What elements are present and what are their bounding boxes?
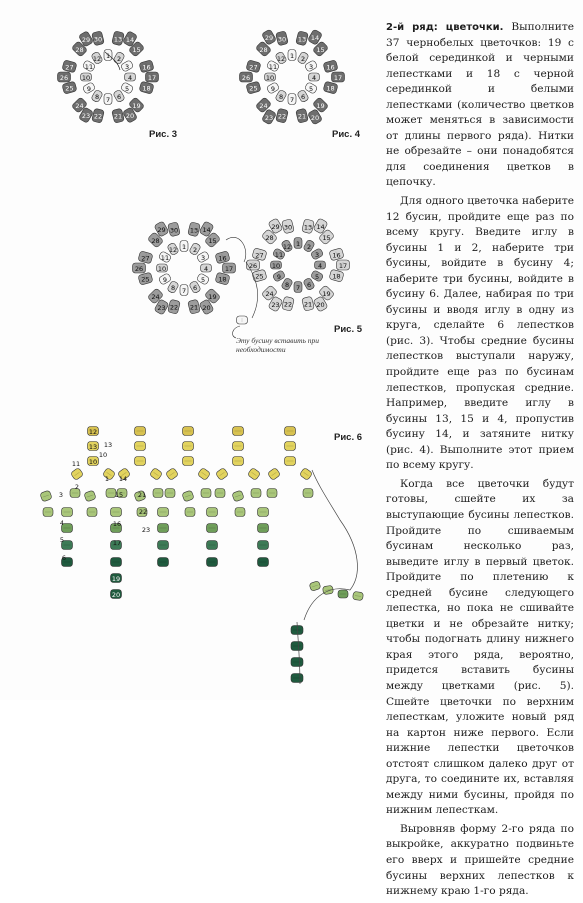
ring-bead [81, 73, 92, 82]
caption-fig4: Рис. 4 [332, 129, 361, 140]
petal-bead [223, 263, 236, 273]
bead-number: 30 [93, 35, 103, 44]
lower-bead [207, 541, 218, 550]
paragraph-4: Выровняв форму 2-го ряда по выкройке, аккуратно подвиньте его вверх и пришейте средние бусины верхних лепестков к нижнему краю 1-го ряда. [386, 822, 574, 898]
bead-number: 21 [297, 112, 307, 121]
bead-number: 7 [289, 96, 295, 104]
bead-number: 17 [224, 265, 234, 273]
lower-bead [207, 524, 218, 533]
bead-number: 25 [249, 84, 258, 93]
petal-bead [323, 81, 338, 95]
petal-bead [215, 251, 230, 265]
bead-number: 23 [81, 112, 91, 121]
curve-bead [338, 590, 348, 598]
petal-bead [138, 251, 153, 265]
bead-number: 22 [93, 112, 103, 121]
lower-bead [158, 558, 169, 567]
petal-bead [58, 72, 71, 82]
lower-bead [258, 508, 269, 517]
bead-number: 15 [322, 233, 331, 242]
ring-bead [196, 251, 210, 265]
lower-bead [207, 558, 218, 567]
edge-bead [40, 490, 52, 502]
petal-bead [215, 272, 230, 286]
bead-number: 19 [132, 102, 141, 111]
ring-bead [309, 73, 320, 82]
chain-bead [201, 489, 211, 498]
ring-bead [189, 280, 202, 294]
bead-number: 19 [322, 290, 331, 299]
bead-number: 14 [125, 35, 135, 44]
figure-5-diagram [133, 218, 350, 338]
petal-bead [301, 296, 314, 311]
edge-bead [185, 508, 195, 517]
petal-bead [323, 60, 338, 74]
bead-number: 8 [170, 284, 176, 293]
ring-bead [315, 261, 326, 270]
bead-number: 8 [284, 281, 290, 290]
bead-number: 29 [81, 35, 91, 44]
bead-number: 17 [112, 539, 122, 547]
bead-number: 18 [332, 272, 341, 281]
ring-bead [113, 51, 126, 65]
inserted-bead [237, 316, 248, 324]
bead-number: 6 [116, 93, 122, 102]
chain-bead [165, 467, 178, 480]
lower-bead [111, 590, 122, 600]
bead-number: 25 [255, 272, 264, 281]
bead-number: 1 [181, 243, 187, 251]
bead-number: 16 [218, 254, 227, 263]
bead-number: 7 [181, 287, 187, 295]
bead-number: 13 [103, 441, 113, 449]
chain-bead [197, 467, 210, 480]
bead-number: 23 [157, 303, 166, 312]
bead-number: 20 [202, 303, 211, 312]
lower-bead [258, 541, 269, 550]
bead-number: 14 [316, 223, 325, 232]
bead-number: 13 [189, 226, 199, 235]
bead-number: 4 [127, 74, 133, 82]
petal-bead [329, 269, 344, 283]
chain-bead [70, 467, 83, 480]
bead-number: 15 [208, 236, 217, 245]
chain-bead [215, 489, 225, 498]
ring-bead [180, 285, 188, 296]
bead-number: 24 [265, 290, 274, 299]
petal-bead [275, 31, 288, 46]
ring-bead [297, 89, 310, 103]
ring-bead [294, 282, 302, 293]
bead-number: 20 [125, 112, 135, 121]
petal-bead [139, 60, 154, 74]
bead-number: 11 [160, 254, 170, 262]
bead-number: 14 [310, 34, 320, 43]
ring-bead [294, 238, 302, 249]
petal-bead [247, 260, 260, 270]
ring-bead [120, 60, 134, 74]
bead-number: 27 [255, 251, 264, 260]
caption-fig5: Рис. 5 [334, 324, 363, 335]
paragraph-1 [386, 20, 574, 191]
bead-number: 23 [141, 526, 151, 534]
bead-number: 1 [289, 52, 295, 60]
lower-bead [111, 558, 122, 567]
bead-number: 16 [332, 251, 341, 260]
petal-bead [252, 248, 267, 262]
bead-number: 20 [316, 300, 325, 309]
bead-number: 18 [142, 84, 151, 93]
bead-number: 18 [326, 84, 335, 93]
section-heading: 2-й ряд: цветочки. [386, 22, 504, 33]
petal-bead [275, 108, 288, 123]
paragraph-2: Для одного цветочка наберите 12 бусин, пройдите еще раз по всему кругу. Введите иглу в бусины 1 и 2, наберите три бусины, войдите в бусину 4; наберите три бусины, войдите в бусину 6. Далее, набирая по три бусины и вводя иглу в одну из круга, сделайте 6 лепестков (рис. 3). Чтобы средние бусины лепестков выступали наружу, пройдите еще раз по бусинам лепестков, пропуская средние. Например, введите иглу в бусины 13, 15 и 4, пропустив бусину 14, и затяните нитку (рис. 4). Выполните этот прием по всему кругу. [386, 195, 574, 472]
hanging-bead [291, 674, 303, 683]
ring-bead [310, 248, 324, 262]
bead-number: 9 [86, 85, 92, 93]
edge-bead [232, 490, 244, 502]
bead-number: 17 [147, 74, 157, 82]
ring-bead [297, 51, 310, 65]
bead-number: 21 [137, 491, 147, 499]
bead-number: 3 [200, 254, 206, 262]
bead-number: 28 [259, 45, 268, 54]
ring-bead [91, 89, 104, 103]
bead-number: 24 [259, 102, 268, 111]
bead-number: 11 [71, 460, 81, 468]
bead-number: 28 [151, 236, 160, 245]
bead-number: 26 [59, 74, 69, 82]
bead-number: 10 [157, 265, 167, 273]
bead-number: 30 [283, 223, 293, 232]
petal-bead [112, 31, 125, 46]
edge-bead [43, 508, 53, 517]
bead-number: 5 [59, 536, 65, 544]
ring-bead [275, 89, 288, 103]
bead-number: 13 [113, 35, 123, 44]
ring-bead [104, 50, 112, 61]
top-bead [135, 457, 146, 466]
petal-bead [295, 108, 308, 123]
petal-bead [111, 108, 124, 123]
bead-number: 16 [326, 63, 335, 72]
bead-number: 13 [303, 223, 313, 232]
bead-number: 4 [59, 519, 65, 527]
ring-bead [288, 94, 296, 105]
lower-bead [111, 574, 122, 584]
ring-bead [201, 264, 212, 273]
petal-bead [133, 263, 146, 273]
chain-bead [267, 489, 277, 498]
petal-bead [240, 72, 253, 82]
bead-number: 13 [88, 443, 98, 451]
bead-number: 6 [306, 281, 312, 290]
bead-number: 13 [297, 35, 307, 44]
bead-number: 2 [300, 54, 306, 63]
hanging-bead [291, 658, 303, 667]
bead-number: 24 [151, 293, 160, 302]
petal-bead [296, 31, 309, 46]
top-bead [88, 457, 99, 467]
top-bead [285, 442, 296, 451]
petal-bead [252, 269, 267, 283]
lower-bead [207, 508, 218, 517]
bead-number: 12 [88, 428, 98, 436]
ring-bead [304, 60, 318, 74]
bead-number: 11 [268, 63, 278, 71]
bead-number: 29 [264, 34, 274, 43]
petal-bead [167, 222, 180, 237]
figure-3-diagram [58, 31, 159, 124]
chain-bead [299, 467, 312, 480]
caption-fig3: Рис. 3 [149, 129, 178, 140]
ring-bead [281, 277, 294, 291]
bead-number: 22 [169, 303, 179, 312]
petal-bead [146, 72, 159, 82]
edge-bead [87, 508, 97, 517]
petal-bead [302, 219, 315, 234]
bead-number: 15 [114, 491, 124, 499]
bead-number: 27 [249, 63, 258, 72]
bead-number: 9 [270, 85, 276, 93]
bead-number: 12 [276, 54, 286, 63]
chain-bead [267, 467, 280, 480]
needle-thread [297, 470, 357, 684]
bead-number: 11 [274, 251, 284, 259]
petal-bead [281, 296, 294, 311]
lower-bead [258, 558, 269, 567]
bead-number: 23 [264, 113, 274, 122]
ring-bead [271, 261, 282, 270]
ring-bead [113, 89, 126, 103]
petal-bead [91, 31, 104, 46]
thread [226, 237, 258, 318]
edge-bead [84, 490, 96, 502]
ring-bead [125, 73, 136, 82]
bead-number: 20 [310, 113, 320, 122]
top-bead [285, 457, 296, 466]
bead-number: 2 [192, 245, 198, 254]
ring-bead [265, 73, 276, 82]
bead-number: 7 [105, 96, 111, 104]
bead-number: 4 [317, 262, 323, 270]
ring-bead [189, 242, 202, 256]
bead-number: 27 [141, 254, 150, 263]
article-text [386, 20, 574, 903]
petal-bead [139, 81, 154, 95]
petal-bead [337, 260, 350, 270]
ring-bead [180, 241, 188, 252]
bead-number: 14 [118, 475, 128, 483]
bead-number: 29 [157, 226, 166, 235]
bead-number: 1 [105, 52, 111, 60]
bead-number: 16 [142, 63, 151, 72]
ring-bead [167, 280, 180, 294]
bead-number: 17 [333, 74, 343, 82]
bead-number: 6 [192, 284, 198, 293]
petal-bead [62, 81, 77, 95]
figure-4-diagram [240, 29, 345, 126]
bead-number: 10 [265, 74, 275, 82]
bead-number: 2 [306, 242, 312, 251]
bead-number: 10 [81, 74, 91, 82]
top-bead [233, 457, 244, 466]
chain-bead [149, 467, 162, 480]
ring-bead [104, 94, 112, 105]
bead-number: 26 [248, 262, 258, 270]
bead-number: 1 [295, 240, 301, 248]
bead-number: 12 [168, 245, 178, 254]
top-bead [88, 442, 99, 452]
bead-number: 21 [189, 303, 199, 312]
bead-number: 19 [111, 575, 121, 583]
petal-bead [91, 108, 104, 123]
edge-bead [235, 508, 245, 517]
bead-number: 27 [65, 63, 74, 72]
fig5-note: Эту бусину вставить при необходимости [236, 336, 320, 354]
bead-number: 3 [308, 63, 314, 71]
bead-number: 15 [316, 45, 325, 54]
bead-number: 3 [124, 63, 130, 71]
top-bead [135, 442, 146, 451]
bead-number: 12 [282, 242, 292, 251]
top-bead [88, 427, 99, 437]
bead-number: 4 [203, 265, 209, 273]
bead-number: 1 [104, 475, 110, 483]
bead-number: 30 [169, 226, 179, 235]
chain-bead [247, 467, 260, 480]
bead-number: 16 [112, 520, 122, 528]
bead-number: 22 [277, 112, 287, 121]
bead-number: 21 [303, 300, 313, 309]
bead-number: 11 [84, 63, 94, 71]
lower-bead [158, 508, 169, 517]
petal-bead [246, 81, 261, 95]
ring-bead [288, 50, 296, 61]
bead-number: 26 [134, 265, 144, 273]
bead-number: 3 [58, 491, 64, 499]
bead-number: 2 [116, 54, 122, 63]
bead-number: 2 [74, 483, 80, 491]
bead-number: 6 [300, 93, 306, 102]
curve-bead [309, 581, 321, 592]
bead-number: 28 [75, 45, 84, 54]
lower-bead [158, 524, 169, 533]
top-bead [233, 427, 244, 436]
lower-bead [62, 508, 73, 517]
chain-bead [251, 489, 261, 498]
bead-number: 17 [338, 262, 348, 270]
top-bead [233, 442, 244, 451]
bead-number: 10 [98, 451, 108, 459]
paragraph-3: Когда все цветочки будут готовы, сшейте их за выступающие бусины лепестков. Пройдите по сшиваемым бусинам несколько раз, выведите иглу в первый цветок. Пройдите по плетению к средней бусине следующего лепестка, но пока не сшивайте цветки и не обрезайте нитку; чтобы подогнать длину нижнего края этого ряда, вероятно, придется вставить бусины между цветками (рис. 5). Сшейте цветочки по верхним лепесткам, уложите новый ряд на картон ниже первого. Если нижние лепестки цветочков отстоят слишком далеко друг от друга, то соедините их, вставляя между ними бусины, пройдя по нижним лепесткам. [386, 477, 574, 817]
bead-number: 5 [308, 85, 314, 93]
bead-number: 20 [111, 591, 121, 599]
bead-number: 19 [208, 293, 217, 302]
ring-bead [157, 264, 168, 273]
petal-bead [281, 219, 294, 234]
petal-bead [187, 299, 200, 314]
lower-bead [111, 508, 122, 517]
petal-bead [246, 60, 261, 74]
lower-bead [258, 524, 269, 533]
bead-number: 23 [271, 300, 280, 309]
bead-number: 21 [113, 112, 123, 121]
bead-number: 3 [314, 251, 320, 259]
bead-number: 26 [241, 74, 251, 82]
caption-fig6: Рис. 6 [334, 432, 363, 443]
bead-number: 5 [124, 85, 130, 93]
bead-number: 25 [141, 275, 150, 284]
bead-number: 25 [65, 84, 74, 93]
bead-number: 10 [88, 458, 98, 466]
ring-bead [303, 239, 316, 253]
petal-bead [188, 222, 201, 237]
bead-number: 22 [138, 508, 148, 516]
bead-number: 29 [271, 223, 280, 232]
top-bead [183, 457, 194, 466]
bead-number: 24 [75, 102, 84, 111]
petal-bead [329, 248, 344, 262]
lower-bead [158, 541, 169, 550]
top-bead [183, 427, 194, 436]
figure-6-diagram [40, 427, 364, 685]
bead-number: 22 [283, 300, 293, 309]
bead-number: 8 [94, 93, 100, 102]
chain-bead [215, 467, 228, 480]
chain-bead [303, 489, 313, 498]
bead-number: 7 [295, 284, 301, 292]
chain-bead [153, 489, 163, 498]
petal-bead [167, 299, 180, 314]
bead-number: 9 [276, 273, 282, 281]
petal-bead [332, 72, 345, 82]
paragraph-1-body: Выполните 37 чернобелых цветочков: 19 с белой серединкой и черными лепестками и 18 с черной серединкой и белыми лепестками (количество цветков может меняться в зависимости от длины первого ряда). Нитки не обрезайте – они понадобятся для соединения цветков в цепочку. [386, 21, 574, 189]
top-bead [285, 427, 296, 436]
bead-number: 28 [265, 233, 274, 242]
bead-number: 8 [278, 93, 284, 102]
bead-number: 5 [200, 276, 206, 284]
bead-number: 18 [218, 275, 227, 284]
top-bead [183, 442, 194, 451]
edge-bead [182, 490, 194, 502]
chain-bead [165, 489, 175, 498]
hanging-bead [291, 642, 303, 651]
top-bead [135, 427, 146, 436]
petal-bead [138, 272, 153, 286]
bead-number: 6 [61, 554, 67, 562]
bead-number: 15 [132, 45, 141, 54]
bead-number: 4 [311, 74, 317, 82]
bead-number: 12 [92, 54, 102, 63]
curve-bead [352, 591, 363, 600]
bead-number: 30 [277, 35, 287, 44]
bead-number: 5 [314, 273, 320, 281]
bead-number: 10 [271, 262, 281, 270]
bead-number: 19 [316, 102, 325, 111]
bead-number: 14 [202, 226, 211, 235]
bead-number: 9 [162, 276, 168, 284]
ring-bead [303, 277, 316, 291]
petal-bead [62, 60, 77, 74]
